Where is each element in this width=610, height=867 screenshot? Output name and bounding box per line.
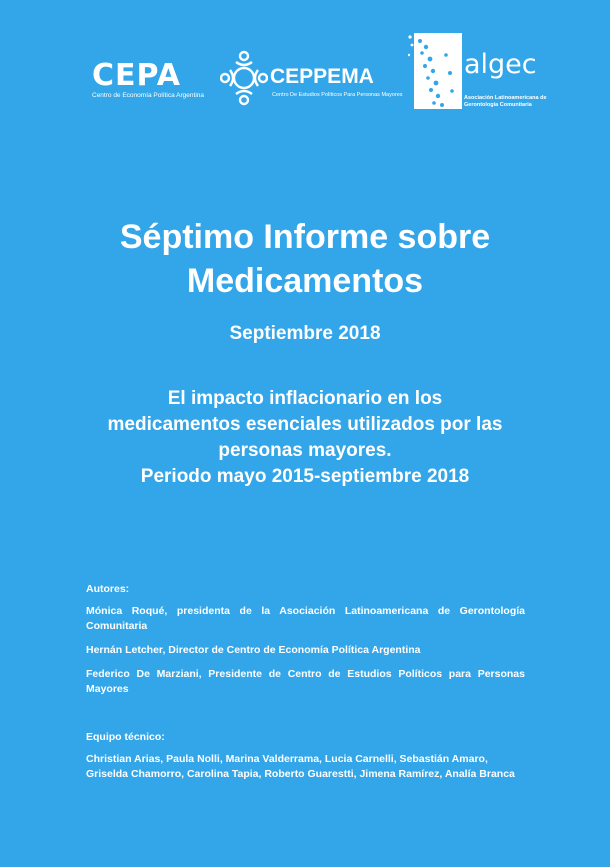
- team-members-line: Christian Arias, Paula Nolli, Marina Valderrama, Lucia Carnelli, Sebastián Amaro,: [86, 753, 488, 765]
- cepa-logo-name: CEPA: [92, 58, 181, 93]
- logo-bar: [0, 0, 610, 130]
- author-entry: Mónica Roqué, presidenta de la Asociación Latinoamericana de Gerontología Comunitaria: [86, 605, 525, 632]
- report-subtitle-line: Periodo mayo 2015-septiembre 2018: [140, 466, 470, 487]
- ceppema-logo-subtitle: Centro De Estudios Políticos Para Personas Mayores: [272, 92, 403, 98]
- report-subtitle-line: El impacto inflacionario en los: [167, 388, 443, 409]
- ceppema-logo-name: CEPPEMA: [270, 65, 374, 88]
- algec-vine-icon: [408, 33, 468, 113]
- report-subtitle-line: medicamentos esenciales utilizados por las: [107, 414, 503, 435]
- report-title-line: Medicamentos: [186, 262, 424, 300]
- algec-logo-subtitle-line: Asociación Latinoamericana de: [464, 95, 547, 101]
- authors-heading: Autores:: [86, 583, 130, 595]
- team-heading: Equipo técnico:: [86, 731, 165, 743]
- ceppema-people-icon: [220, 48, 268, 108]
- algec-logo-subtitle-line: Gerontología Comunitaria: [464, 101, 532, 108]
- credits-section: [86, 582, 525, 782]
- author-entry: Federico De Marziani, Presidente de Centro de Estudios Políticos para Personas Mayores: [86, 668, 525, 695]
- algec-logo-name: algec: [464, 49, 537, 80]
- report-title-line: Séptimo Informe sobre: [119, 218, 491, 256]
- report-date: Septiembre 2018: [229, 323, 381, 344]
- report-subtitle: [60, 386, 550, 490]
- cepa-logo: [92, 58, 205, 99]
- team-members-line: Griselda Chamorro, Carolina Tapia, Roberto Guarestti, Jimena Ramírez, Analía Branca: [86, 768, 515, 780]
- author-entry: Hernán Letcher, Director de Centro de Economía Política Argentina: [86, 644, 421, 656]
- report-title: [0, 215, 610, 303]
- cepa-logo-subtitle: Centro de Economía Política Argentina: [92, 92, 205, 99]
- report-subtitle-line: personas mayores.: [218, 440, 392, 461]
- algec-logo-subtitle: [464, 95, 547, 108]
